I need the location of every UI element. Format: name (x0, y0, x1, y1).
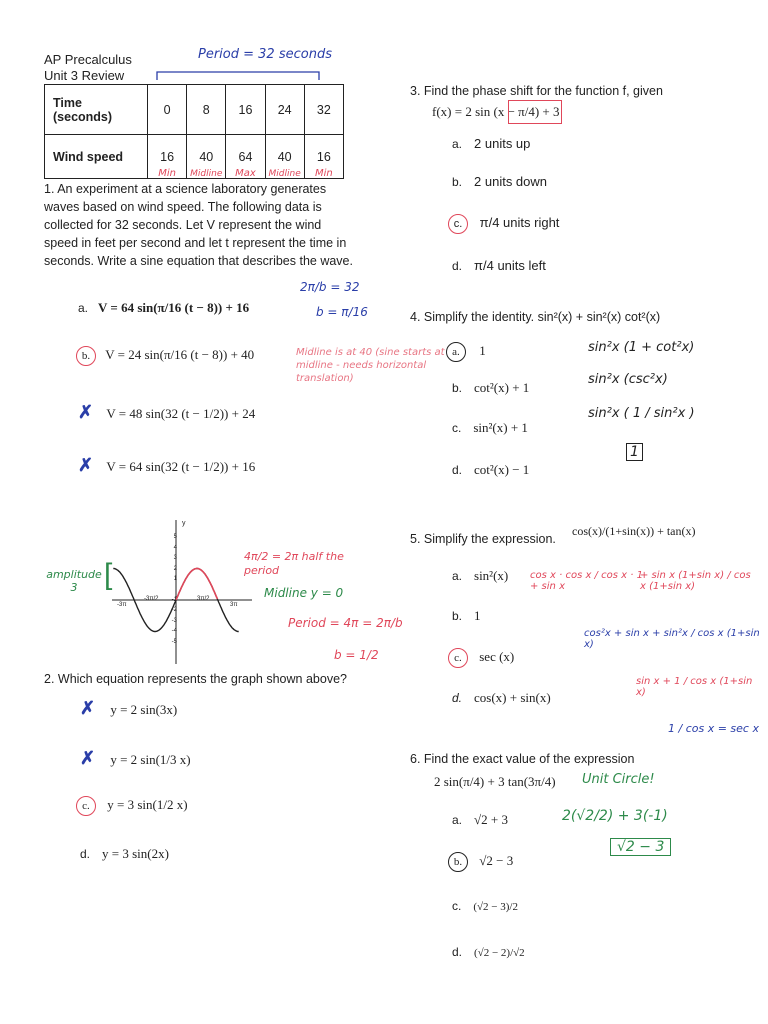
b-note: b = 1/2 (334, 648, 379, 662)
q1-note: Midline is at 40 (sine starts at midline - needs horizontal translation) (296, 347, 445, 384)
speed-cell: 16 Min (304, 135, 343, 179)
q1-work1: 2π/b = 32 (300, 280, 360, 294)
q5-work-blue: cos²x + sin x + sin²x / cos x (1+sin x) (584, 628, 760, 650)
y-tick: 1 (173, 576, 177, 582)
q3-option-b[interactable]: b. 2 units down (452, 174, 548, 189)
y-ticks (167, 532, 177, 647)
q1-work2: b = π/16 (316, 305, 368, 319)
q4-text: 4. Simplify the identity. sin²(x) + sin²(x) cot²(x) (410, 310, 661, 324)
q2-option-b[interactable]: ✗ y = 2 sin(1/3 x) (80, 748, 191, 768)
speed-cell: 40 Midline (187, 135, 226, 179)
data-table (44, 84, 344, 179)
q6-expr: 2 sin(π/4) + 3 tan(3π/4) (434, 774, 556, 789)
q6-work: 2(√2/2) + 3(-1) (562, 808, 668, 824)
q5-option-c[interactable]: c. sec (x) (448, 648, 514, 668)
time-cell: 0 (148, 85, 187, 135)
phase-box (508, 100, 562, 124)
time-cell: 24 (265, 85, 304, 135)
q5-expr: cos(x)/(1+sin(x)) + tan(x) (572, 524, 696, 538)
y-axis-label: y (182, 520, 186, 527)
q1-option-d[interactable]: ✗ V = 64 sin(32 (t − 1/2)) + 16 (78, 455, 256, 475)
y-tick: 4 (173, 544, 177, 551)
y-tick: 5 (173, 534, 177, 540)
unit-title: Unit 3 Review (44, 68, 125, 83)
q5-option-d[interactable]: d. cos(x) + sin(x) (452, 690, 551, 705)
time-cell: 32 (304, 85, 343, 135)
q2-text: 2. Which equation represents the graph shown above? (44, 672, 347, 686)
q5-work-blue: sin x + 1 / cos x (1+sin x) (636, 676, 753, 698)
y-tick: 3 (173, 555, 177, 561)
course-title: AP Precalculus (44, 52, 132, 67)
q4-option-d[interactable]: d. cot²(x) − 1 (452, 462, 530, 477)
q5-work-red: cos x · cos x / cos x · 1 + sin x (530, 570, 643, 592)
amplitude-bracket: [ (104, 558, 113, 591)
midline-note: Midline y = 0 (264, 586, 344, 600)
time-cell: 16 (226, 85, 265, 135)
half-period-note: 4π/2 = 2π half the period (244, 550, 344, 577)
q5-text: 5. Simplify the expression. (410, 532, 556, 546)
q5-work-red: + sin x (1+sin x) / cos x (1+sin x) (640, 570, 751, 592)
amplitude-note: amplitude 3 (46, 568, 102, 594)
q1-option-c[interactable]: ✗ V = 48 sin(32 (t − 1/2)) + 24 (78, 402, 256, 422)
q6-answer-box: √2 − 3 (610, 838, 671, 856)
y-tick: 2 (173, 565, 177, 572)
sine-graph (112, 518, 257, 666)
x-tick: 3π (230, 602, 238, 608)
cross-mark: ✗ (78, 402, 94, 422)
q6-option-b[interactable]: b. √2 − 3 (448, 852, 513, 872)
q4-option-b[interactable]: b. cot²(x) + 1 (452, 380, 530, 395)
q4-work: sin²x (1 + cot²x) (588, 340, 695, 355)
q3-option-a[interactable]: a. 2 units up (452, 136, 531, 151)
q3-func: f(x) = 2 sin (x − π/4) + 3 (432, 104, 560, 119)
q5-option-a[interactable]: a. sin²(x) (452, 568, 509, 583)
q5-option-b[interactable]: b. 1 (452, 608, 481, 623)
q6-text: 6. Find the exact value of the expression (410, 752, 635, 766)
answer-circle: c. (448, 648, 468, 668)
q4-option-a[interactable]: a. 1 (446, 342, 486, 362)
speed-cell: 64 Max (226, 135, 265, 179)
q4-work: sin²x ( 1 / sin²x ) (588, 406, 695, 421)
q1-option-b[interactable]: b. V = 24 sin(π/16 (t − 8)) + 40 (76, 346, 254, 366)
answer-circle: c. (76, 796, 96, 816)
q4-work: sin²x (csc²x) (588, 372, 668, 387)
q6-option-a[interactable]: a. √2 + 3 (452, 812, 508, 827)
q2-option-c[interactable]: c. y = 3 sin(1/2 x) (76, 796, 188, 816)
answer-circle: a. (446, 342, 466, 362)
q1-option-a[interactable]: a. V = 64 sin(π/16 (t − 8)) + 16 (78, 300, 250, 315)
cross-mark: ✗ (78, 455, 94, 475)
period-bracket (155, 68, 323, 82)
q6-option-d[interactable]: d. (√2 − 2)/√2 (452, 945, 525, 959)
wind-header: Wind speed (45, 135, 148, 179)
time-header: Time (seconds) (45, 85, 148, 135)
cross-mark: ✗ (80, 748, 96, 768)
q2-option-a[interactable]: ✗ y = 2 sin(3x) (80, 698, 178, 718)
answer-circle: c. (448, 214, 468, 234)
speed-cell: 16 Min (148, 135, 187, 179)
x-tick: -3π (117, 602, 127, 608)
x-tick: 3π/2 (197, 596, 210, 602)
answer-circle: b. (76, 346, 96, 366)
q4-option-c[interactable]: c. sin²(x) + 1 (452, 420, 528, 435)
y-tick: -1 (171, 596, 177, 603)
answer-circle: b. (448, 852, 468, 872)
time-cell: 8 (187, 85, 226, 135)
q6-option-c[interactable]: c. (√2 − 3)/2 (452, 899, 518, 913)
q2-option-d[interactable]: d. y = 3 sin(2x) (80, 846, 169, 861)
q3-option-c[interactable]: c. π/4 units right (448, 214, 559, 234)
q3-option-d[interactable]: d. π/4 units left (452, 258, 546, 273)
q4-answer-box: 1 (626, 443, 643, 461)
period-note: Period = 32 seconds (198, 47, 332, 62)
y-tick: -4 (171, 628, 177, 634)
period-eq-note: Period = 4π = 2π/b (288, 616, 403, 630)
y-tick: -5 (171, 638, 177, 645)
q3-text: 3. Find the phase shift for the function f, given (410, 84, 663, 98)
unit-circle-note: Unit Circle! (582, 772, 655, 787)
q5-work-blue: 1 / cos x = sec x (668, 722, 759, 735)
y-tick: -3 (171, 617, 177, 624)
cross-mark: ✗ (80, 698, 96, 718)
speed-cell: 40 Midline (265, 135, 304, 179)
q1-text: 1. An experiment at a science laboratory generates waves based on wind speed. The following data is collected for 32 seconds. Let V represent the wind speed in feet per second and let t represent the time in seconds. Write a sine equation that describes the wave. (44, 182, 353, 268)
y-tick: -2 (171, 607, 177, 613)
x-tick: -3π/2 (144, 596, 159, 602)
